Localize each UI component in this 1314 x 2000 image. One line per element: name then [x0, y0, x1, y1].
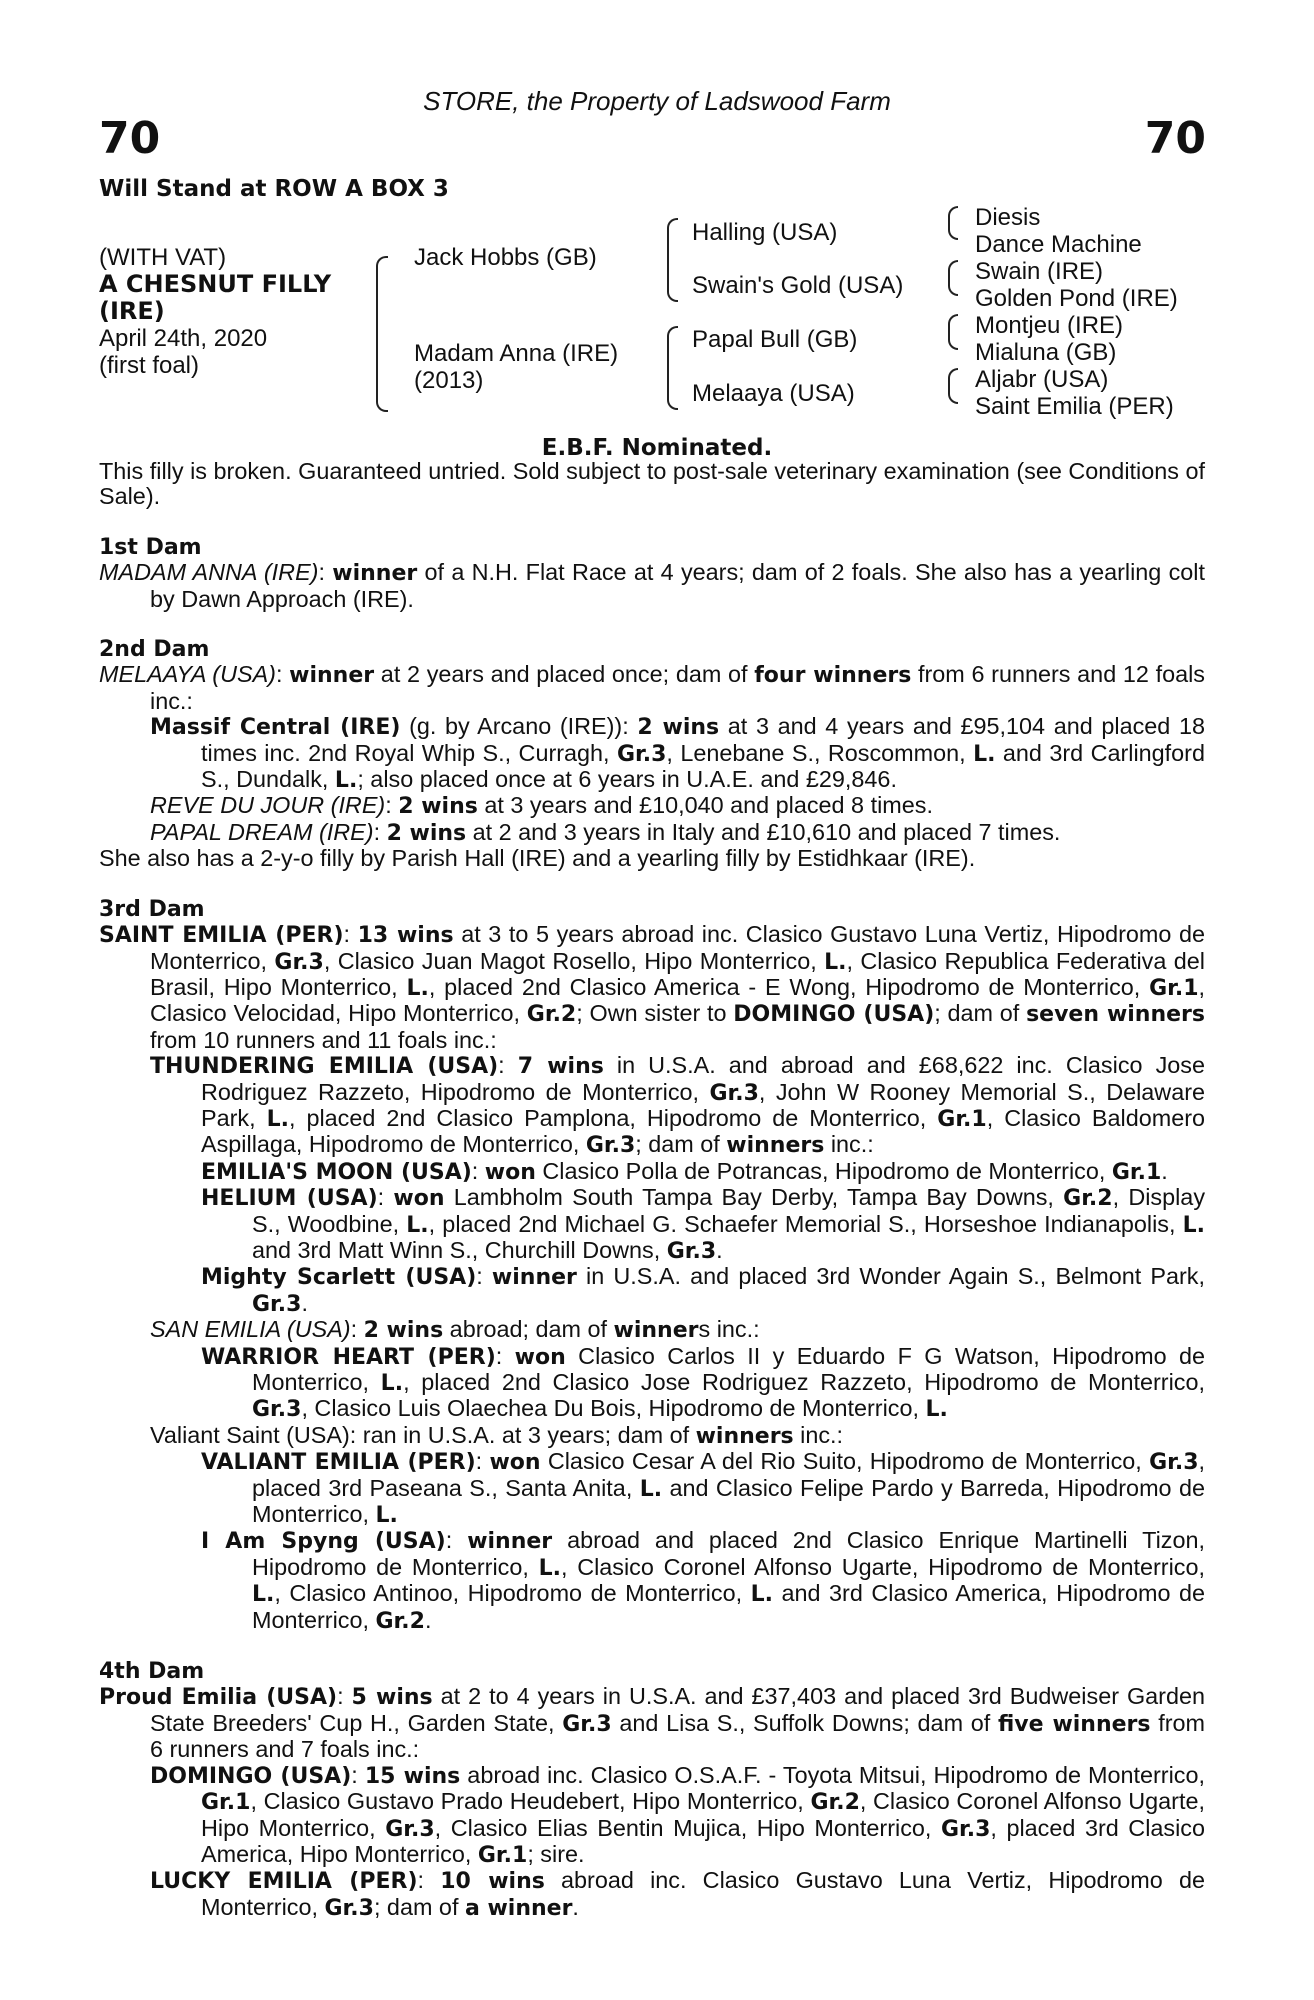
pedigree-dam: Madam Anna (IRE) [414, 340, 619, 367]
fourth-dam-entry: Proud Emilia (USA): 5 wins at 2 to 4 years in U.S.A. and £37,403 and placed 3rd Budweiser Garden State Breeders' Cup H., Garden State, Gr.3 and Lisa S., Suffolk Downs; dam of five winners from 6 runners and 7 foals inc.: [99, 1683, 1205, 1763]
pedigree-brace-3d [948, 368, 958, 404]
progeny-helium: HELIUM (USA): won Lambholm South Tampa Bay Derby, Tampa Bay Downs, Gr.2, Display S., Woodbine, L., placed 2nd Michael G. Schaefer Memorial S., Horseshoe Indianapolis, L. and 3rd Matt Winn S., Churchill Downs, Gr.3. [201, 1184, 1206, 1264]
third-dam-heading: 3rd Dam [99, 896, 205, 922]
pedigree-g7: Aljabr (USA) [975, 366, 1109, 393]
sale-notes: This filly is broken. Guaranteed untried. Sold subject to post-sale veterinary examination (see Conditions of Sale). [99, 458, 1205, 510]
fourth-dam-heading: 4th Dam [99, 1659, 205, 1685]
progeny-thundering-emilia: THUNDERING EMILIA (USA): 7 wins in U.S.A. and abroad and £68,622 inc. Clasico Jose Rodriguez Razzeto, Hipodromo de Monterrico, Gr.3, John W Rooney Memorial S., Delaware Park, L., placed 2nd Clasico Pamplona, Hipodromo de Monterrico, Gr.1, Clasico Baldomero Aspillaga, Hipodromo de Monterrico, Gr.3; dam of winners inc.: [150, 1052, 1206, 1159]
pedigree-g4: Golden Pond (IRE) [975, 285, 1178, 312]
pedigree-g5: Montjeu (IRE) [975, 312, 1124, 339]
pedigree-brace-3a [948, 206, 958, 240]
catalogue-body [99, 459, 1205, 1921]
lot-title-country: (IRE) [99, 297, 165, 325]
pedigree-sire-dam: Swain's Gold (USA) [692, 272, 904, 299]
first-dam-entry: MADAM ANNA (IRE): winner of a N.H. Flat Race at 4 years; dam of 2 foals. She also has a yearling colt by Dawn Approach (IRE). [99, 559, 1206, 612]
foaling-date: April 24th, 2020 [99, 325, 268, 352]
progeny-san-emilia: SAN EMILIA (USA): 2 wins abroad; dam of winners inc.: [150, 1316, 760, 1344]
progeny-reve-du-jour: REVE DU JOUR (IRE): 2 wins at 3 years and £10,040 and placed 8 times. [150, 792, 933, 820]
lot-number-left: 70 [99, 113, 161, 164]
foal-note: (first foal) [99, 352, 200, 379]
pedigree-brace-3b [948, 260, 958, 296]
pedigree-g8: Saint Emilia (PER) [975, 393, 1174, 420]
second-dam-heading: 2nd Dam [99, 637, 210, 663]
pedigree-brace-3c [948, 314, 958, 350]
first-dam-heading: 1st Dam [99, 534, 202, 560]
progeny-lucky-emilia: LUCKY EMILIA (PER): 10 wins abroad inc. Clasico Gustavo Luna Vertiz, Hipodromo de Monterrico, Gr.3; dam of a winner. [150, 1867, 1205, 1921]
progeny-warrior-heart: WARRIOR HEART (PER): won Clasico Carlos II y Eduardo F G Watson, Hipodromo de Monterrico, L., placed 2nd Clasico Jose Rodriguez Razzeto, Hipodromo de Monterrico, Gr.3, Clasico Luis Olaechea Du Bois, Hipodromo de Monterrico, L. [201, 1342, 1206, 1423]
pedigree-brace-2b [667, 326, 678, 410]
pedigree-sire-sire: Halling (USA) [692, 219, 838, 246]
pedigree-g2: Dance Machine [975, 231, 1142, 258]
pedigree-g6: Mialuna (GB) [975, 339, 1117, 366]
third-dam-entry: SAINT EMILIA (PER): 13 wins at 3 to 5 years abroad inc. Clasico Gustavo Luna Vertiz, Hipodromo de Monterrico, Gr.3, Clasico Juan Magot Rosello, Hipo Monterrico, L., Clasico Republica Federativa del Brasil, Hipo Monterrico, L., placed 2nd Clasico America - E Wong, Hipodromo de Monterrico, Gr.1, Clasico Velocidad, Hipo Monterrico, Gr.2; Own sister to DOMINGO (USA); dam of seven winners from 10 runners and 11 foals inc.: [99, 921, 1206, 1053]
vendor-line: STORE, the Property of Ladswood Farm [423, 86, 891, 116]
pedigree-brace-2a [667, 218, 678, 302]
pedigree-sire: Jack Hobbs (GB) [414, 244, 597, 271]
progeny-massif-central: Massif Central (IRE) (g. by Arcano (IRE)): 2 wins at 3 and 4 years and £95,104 and placed 18 times inc. 2nd Royal Whip S., Curragh, Gr.3, Lenebane S., Roscommon, L. and 3rd Carlingford S., Dundalk, L.; also placed once at 6 years in U.A.E. and £29,846. [150, 713, 1205, 794]
ebf-nominated: E.B.F. Nominated. [541, 435, 773, 461]
progeny-domingo: DOMINGO (USA): 15 wins abroad inc. Clasico O.S.A.F. - Toyota Mitsui, Hipodromo de Monterrico, Gr.1, Clasico Gustavo Prado Heudebert, Hipo Monterrico, Gr.2, Clasico Coronel Alfonso Ugarte, Hipo Monterrico, Gr.3, Clasico Elias Bentin Mujica, Hipo Monterrico, Gr.3, placed 3rd Clasico America, Hipo Monterrico, Gr.1; sire. [150, 1761, 1206, 1868]
pedigree-dam-sire: Papal Bull (GB) [692, 326, 858, 353]
stand-location: Will Stand at ROW A BOX 3 [99, 176, 449, 202]
progeny-valiant-emilia: VALIANT EMILIA (PER): won Clasico Cesar A del Rio Suito, Hipodromo de Monterrico, Gr.3, placed 3rd Paseana S., Santa Anita, L. and Clasico Felipe Pardo y Barreda, Hipodromo de Monterrico, L. [201, 1448, 1206, 1529]
pedigree-brace-1 [376, 256, 388, 412]
lot-info [99, 244, 331, 379]
pedigree-g3: Swain (IRE) [975, 258, 1104, 285]
second-dam-entry: MELAAYA (USA): winner at 2 years and placed once; dam of four winners from 6 runners and 12 foals inc.: [99, 661, 1206, 714]
lot-title: A CHESNUT FILLY [99, 270, 332, 298]
pedigree-dam-dam: Melaaya (USA) [692, 380, 855, 407]
pedigree-dam-year: (2013) [414, 367, 484, 394]
progeny-i-am-spyng: I Am Spyng (USA): winner abroad and placed 2nd Clasico Enrique Martinelli Tizon, Hipodromo de Monterrico, L., Clasico Coronel Alfonso Ugarte, Hipodromo de Monterrico, L., Clasico Antinoo, Hipodromo de Monterrico, L. and 3rd Clasico America, Hipodromo de Monterrico, Gr.2. [201, 1527, 1206, 1634]
progeny-mighty-scarlett: Mighty Scarlett (USA): winner in U.S.A. and placed 3rd Wonder Again S., Belmont Park, Gr.3. [201, 1263, 1205, 1317]
progeny-emilias-moon: EMILIA'S MOON (USA): won Clasico Polla de Potrancas, Hipodromo de Monterrico, Gr.1. [201, 1157, 1168, 1185]
lot-number-right: 70 [1144, 113, 1206, 164]
pedigree-g1: Diesis [975, 204, 1041, 231]
second-dam-footer: She also has a 2-y-o filly by Parish Hall (IRE) and a yearling filly by Estidhkaar (IRE). [99, 845, 976, 872]
progeny-papal-dream: PAPAL DREAM (IRE): 2 wins at 2 and 3 years in Italy and £10,610 and placed 7 times. [150, 818, 1061, 846]
progeny-valiant-saint: Valiant Saint (USA): ran in U.S.A. at 3 years; dam of winners inc.: [150, 1421, 844, 1449]
vat-note: (WITH VAT) [99, 244, 227, 271]
